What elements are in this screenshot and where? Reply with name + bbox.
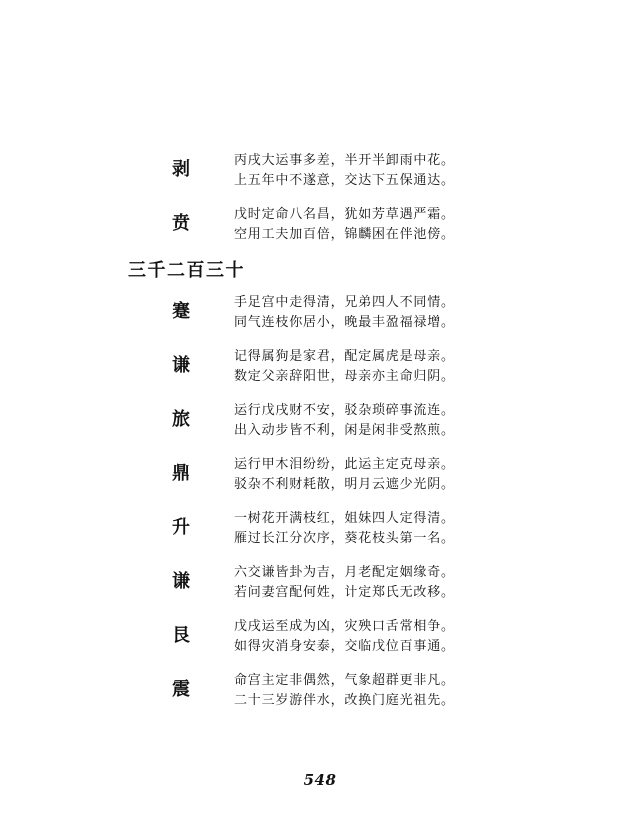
verse-line: 丙戌大运事多差，半开半卸雨中花。 bbox=[234, 153, 455, 168]
verse-entry bbox=[0, 151, 640, 195]
verse-entry bbox=[0, 401, 640, 445]
verse-line: 驳杂不利财耗散，明月云遮少光阴。 bbox=[234, 477, 455, 492]
hexagram-name: 剥 bbox=[172, 159, 190, 180]
verse-line: 六交谦皆卦为吉，月老配定姻缘奇。 bbox=[234, 565, 455, 580]
verse-line: 二十三岁游伴水，改换门庭光祖先。 bbox=[234, 693, 455, 708]
verse-line: 记得属狗是家君，配定属虎是母亲。 bbox=[234, 349, 455, 364]
verse-line: 空用工夫加百倍，锦麟困在伴池傍。 bbox=[234, 227, 455, 242]
verse-lines bbox=[234, 617, 474, 657]
hexagram-name: 贲 bbox=[172, 213, 190, 234]
verse-lines bbox=[234, 401, 474, 441]
verse-line: 数定父亲辞阳世，母亲亦主命归阴。 bbox=[234, 369, 455, 384]
verse-line: 一树花开满枝红，姐妹四人定得清。 bbox=[234, 511, 455, 526]
hexagram-name: 震 bbox=[172, 679, 190, 700]
verse-entry bbox=[0, 509, 640, 553]
verse-line: 雁过长江分次序，葵花枝头第一名。 bbox=[234, 531, 455, 546]
verse-entry bbox=[0, 455, 640, 499]
verse-line: 同气连枝你居小，晚最丰盈福禄增。 bbox=[234, 315, 455, 330]
verse-line: 戊戌运至成为凶，灾殃口舌常相争。 bbox=[234, 619, 455, 634]
verse-line: 上五年中不遂意，交达下五保通达。 bbox=[234, 173, 455, 188]
verse-line: 出入动步皆不利，闲是闲非受熬煎。 bbox=[234, 423, 455, 438]
verse-entry bbox=[0, 205, 640, 249]
hexagram-name: 谦 bbox=[172, 571, 190, 592]
hexagram-name: 谦 bbox=[172, 355, 190, 376]
verse-line: 如得灾消身安泰，交临戊位百事通。 bbox=[234, 639, 455, 654]
hexagram-name: 旅 bbox=[172, 409, 190, 430]
verse-lines bbox=[234, 671, 474, 711]
verse-entry bbox=[0, 347, 640, 391]
section-title: 三千二百三十 bbox=[128, 260, 245, 281]
verse-line: 戊时定命八名昌，犹如芳草遇严霜。 bbox=[234, 207, 455, 222]
verse-entry bbox=[0, 563, 640, 607]
verse-lines bbox=[234, 151, 474, 191]
verse-line: 手足宫中走得清，兄弟四人不同情。 bbox=[234, 295, 455, 310]
hexagram-name: 升 bbox=[172, 517, 190, 538]
verse-lines bbox=[234, 293, 474, 333]
hexagram-name: 蹇 bbox=[172, 301, 190, 322]
verse-line: 命宫主定非偶然，气象超群更非凡。 bbox=[234, 673, 455, 688]
hexagram-name: 艮 bbox=[172, 625, 190, 646]
verse-line: 运行甲木泪纷纷，此运主定克母亲。 bbox=[234, 457, 455, 472]
hexagram-name: 鼎 bbox=[172, 463, 190, 484]
verse-entry bbox=[0, 617, 640, 661]
verse-lines bbox=[234, 205, 474, 245]
page-number: 548 bbox=[303, 771, 337, 789]
verse-entry bbox=[0, 293, 640, 337]
verse-entry bbox=[0, 671, 640, 715]
verse-lines bbox=[234, 347, 474, 387]
verse-lines bbox=[234, 563, 474, 603]
verse-lines bbox=[234, 455, 474, 495]
verse-line: 若问妻宫配何姓，计定郑氏无改移。 bbox=[234, 585, 455, 600]
verse-lines bbox=[234, 509, 474, 549]
verse-line: 运行戊戌财不安，驳杂琐碎事流连。 bbox=[234, 403, 455, 418]
